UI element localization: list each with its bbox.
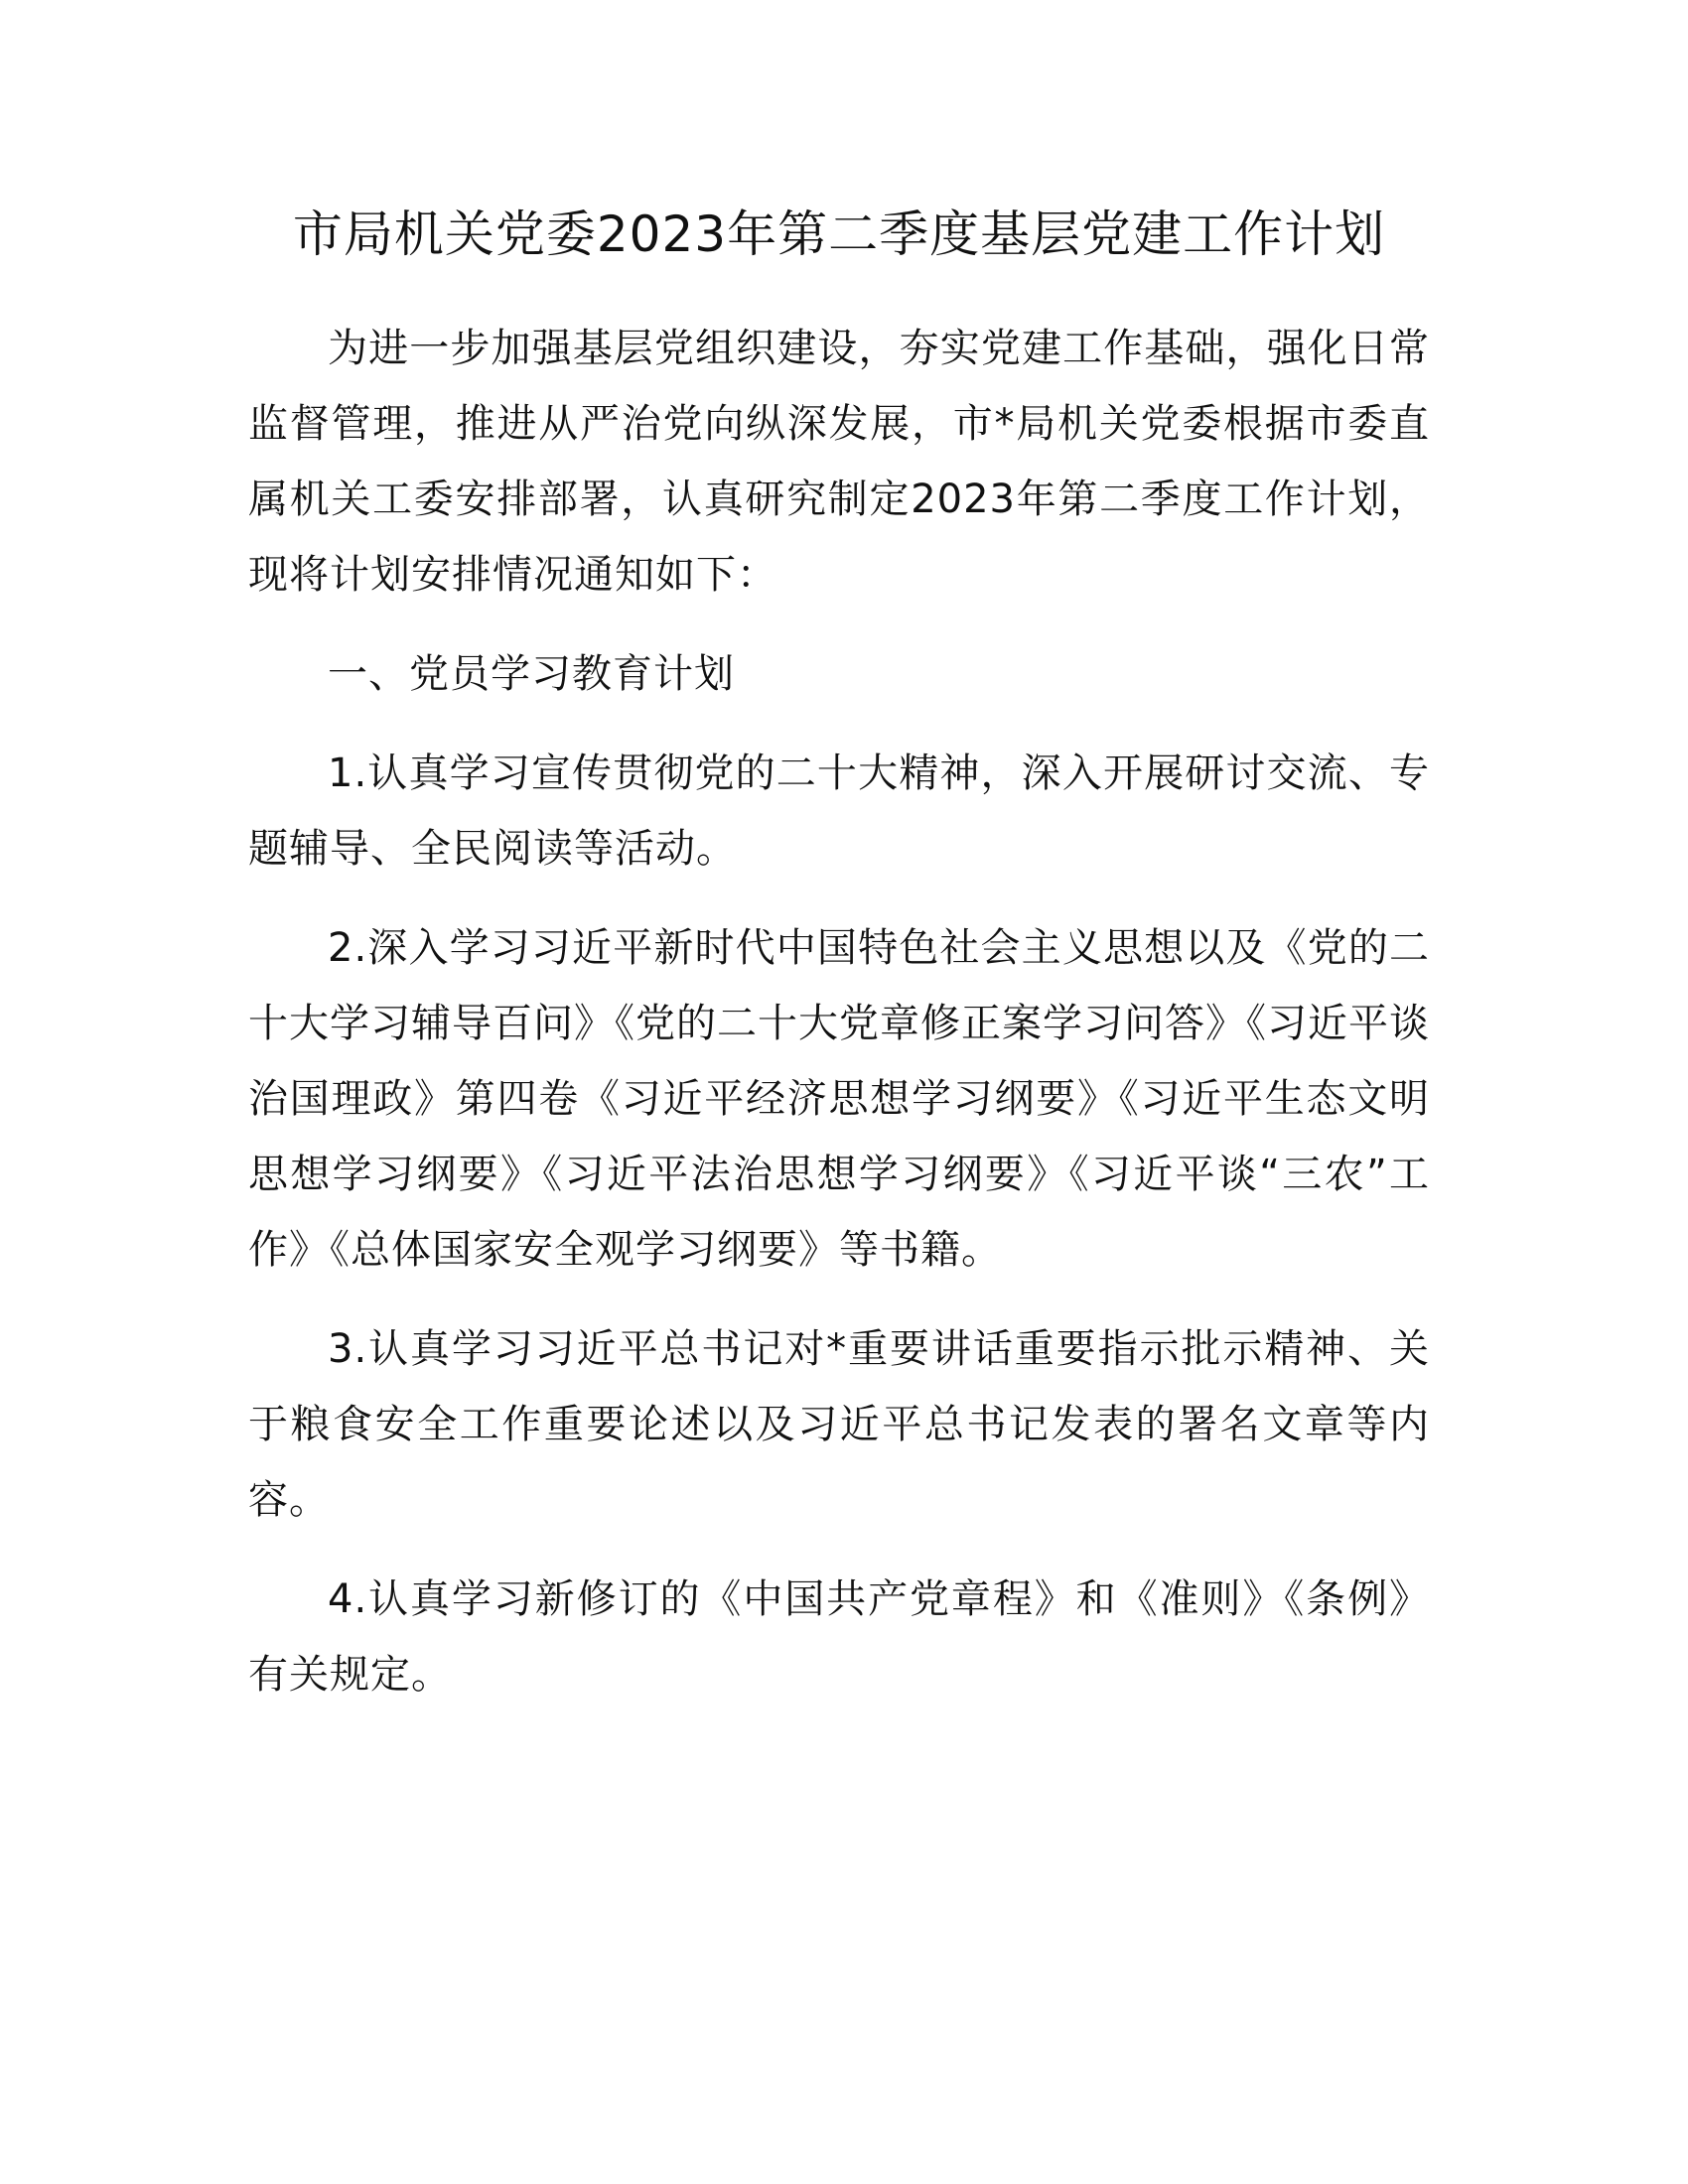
list-item-1: 1.认真学习宣传贯彻党的二十大精神，深入开展研讨交流、专题辅导、全民阅读等活动。 — [248, 751, 1430, 872]
document-title: 市局机关党委2023年第二季度基层党建工作计划 — [292, 205, 1386, 263]
list-item-3: 3.认真学习习近平总书记对*重要讲话重要指示批示精神、关于粮食安全工作重要论述以及习近平总书记发表的署名文章等内容。 — [248, 1326, 1430, 1523]
document-body — [248, 194, 1430, 1736]
list-item-4: 4.认真学习新修订的《中国共产党章程》和《准则》《条例》有关规定。 — [248, 1576, 1430, 1698]
intro-paragraph: 为进一步加强基层党组织建设，夯实党建工作基础，强化日常监督管理，推进从严治党向纵深发展，市*局机关党委根据市委直属机关工委安排部署，认真研究制定2023年第二季度工作计划，现将计划安排情况通知如下： — [248, 326, 1430, 598]
list-item-2: 2.深入学习习近平新时代中国特色社会主义思想以及《党的二十大学习辅导百问》《党的二十大党章修正案学习问答》《习近平谈治国理政》第四卷《习近平经济思想学习纲要》《习近平生态文明思想学习纲要》《习近平法治思想学习纲要》《习近平谈“三农”工作》《总体国家安全观学习纲要》等书籍。 — [248, 925, 1430, 1273]
section-heading-study-plan: 一、党员学习教育计划 — [328, 651, 735, 697]
